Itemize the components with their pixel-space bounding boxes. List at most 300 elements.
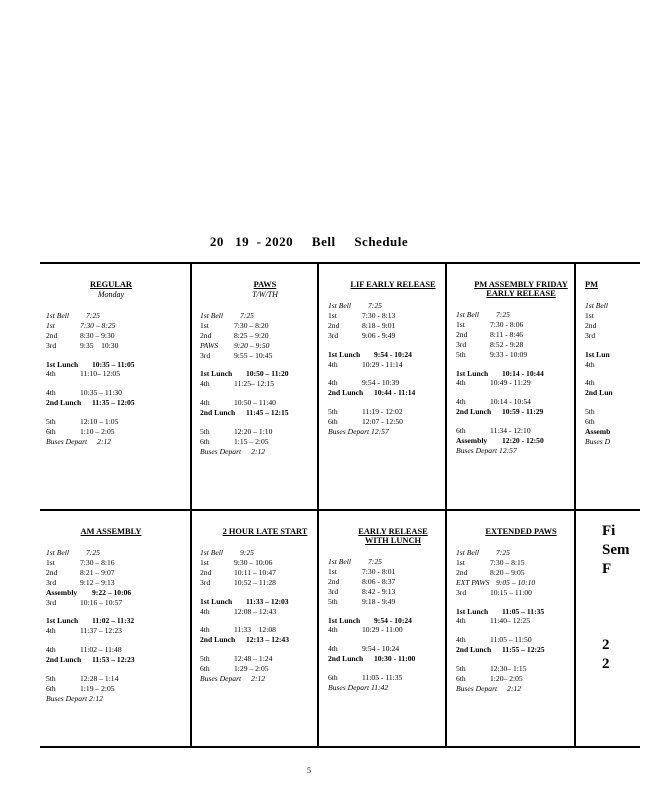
period-label: 1st Lunch bbox=[328, 349, 361, 359]
period-time bbox=[398, 683, 458, 693]
schedule-line bbox=[200, 437, 330, 447]
schedule-line bbox=[585, 407, 645, 417]
schedule-line bbox=[46, 645, 176, 655]
period-time: 7:25 bbox=[368, 301, 382, 310]
period-time: 10:52 – 11:28 bbox=[234, 577, 276, 587]
schedule-line bbox=[46, 331, 176, 341]
period-label: 2nd Lun bbox=[585, 388, 613, 398]
period-time: 9:54 - 10:24 bbox=[374, 349, 412, 359]
spacer bbox=[46, 379, 176, 388]
schedule-line bbox=[328, 407, 458, 417]
period-label: PAWS bbox=[200, 340, 219, 350]
period-time: 10:50 – 11:40 bbox=[234, 398, 276, 408]
period-time: 9:20 – 9:50 bbox=[234, 340, 270, 350]
period-label: 4th bbox=[585, 378, 595, 388]
period-label: 4th bbox=[328, 378, 338, 388]
period-time: 9:25 bbox=[240, 548, 254, 557]
period-time: 9:30 – 10:06 bbox=[234, 557, 273, 567]
schedule-line bbox=[200, 369, 330, 379]
schedule-line bbox=[328, 644, 458, 654]
schedule-line bbox=[328, 301, 458, 311]
schedule-line bbox=[328, 616, 458, 626]
period-time bbox=[631, 350, 645, 360]
period-label: 1st bbox=[585, 310, 594, 320]
period-label: 4th bbox=[200, 398, 210, 408]
schedule-line bbox=[200, 341, 330, 351]
schedule-line bbox=[328, 311, 458, 321]
period-label: 2nd Lunch bbox=[328, 654, 364, 664]
period-time: 11:05 - 11:35 bbox=[362, 673, 403, 683]
period-label: 1st Bell bbox=[46, 548, 69, 557]
schedule-heading: 2 HOUR LATE START bbox=[222, 527, 308, 536]
schedule-line bbox=[200, 548, 330, 558]
period-label: 1st Lunch bbox=[456, 368, 489, 378]
period-label: 4th bbox=[200, 625, 210, 635]
schedule-line bbox=[46, 616, 176, 626]
schedule-line bbox=[200, 351, 330, 361]
schedule-line bbox=[200, 408, 330, 418]
period-label: 1st Lun bbox=[585, 349, 610, 359]
period-time: 7:30 - 8:13 bbox=[362, 310, 396, 320]
period-time: 7:25 bbox=[368, 557, 382, 566]
period-time: 8:42 - 9:13 bbox=[362, 586, 396, 596]
schedule-line bbox=[46, 437, 176, 447]
schedule-line bbox=[46, 388, 176, 398]
spacer bbox=[46, 665, 176, 674]
period-time: 1:20– 2:05 bbox=[490, 674, 523, 684]
schedule-line bbox=[200, 568, 330, 578]
schedule-line bbox=[456, 607, 586, 617]
period-label: 1st Bell bbox=[200, 548, 223, 557]
spacer bbox=[328, 607, 458, 616]
period-label: 2nd bbox=[46, 330, 58, 340]
period-label: 2nd Lunch bbox=[46, 398, 82, 408]
period-time: 2:12 bbox=[507, 683, 522, 693]
period-time: 11:35 – 12:05 bbox=[92, 398, 135, 408]
schedule-line bbox=[456, 616, 586, 626]
schedule-line bbox=[328, 597, 458, 607]
schedule-line bbox=[46, 427, 176, 437]
schedule-line bbox=[328, 654, 458, 664]
schedule-line bbox=[200, 635, 330, 645]
schedule-line bbox=[585, 321, 645, 331]
bell-schedule-grid bbox=[40, 262, 640, 748]
schedule-line bbox=[328, 625, 458, 635]
period-time: 10:16 – 10:57 bbox=[80, 597, 123, 607]
period-label: 5th bbox=[200, 654, 210, 664]
period-label: 6th bbox=[200, 664, 210, 674]
period-time: 8:06 - 8:37 bbox=[362, 576, 396, 586]
schedule-line bbox=[585, 417, 645, 427]
period-time: 11:05 – 11:35 bbox=[502, 606, 545, 616]
schedule-line bbox=[46, 598, 176, 608]
period-label: 2nd bbox=[200, 330, 212, 340]
period-label: 5th bbox=[328, 596, 338, 606]
schedule-line bbox=[328, 417, 458, 427]
period-time: 10:50 – 11:20 bbox=[246, 369, 289, 379]
period-label: Assemb bbox=[585, 427, 611, 437]
spacer bbox=[585, 341, 645, 350]
period-label: Assembly bbox=[456, 436, 488, 446]
schedule-cell bbox=[200, 527, 330, 772]
period-label: 6th bbox=[585, 417, 595, 427]
schedule-cell bbox=[585, 280, 645, 525]
period-label: Buses Depart bbox=[200, 674, 242, 684]
period-time bbox=[631, 388, 645, 398]
period-time: 7:30 – 8:20 bbox=[234, 320, 269, 330]
period-time bbox=[619, 321, 645, 331]
period-label: Buses Depart 12:57 bbox=[456, 445, 517, 455]
period-label: Assembly bbox=[46, 587, 78, 597]
period-label: 5th bbox=[46, 417, 56, 427]
period-label: 6th bbox=[46, 683, 56, 693]
period-time: 11:34 - 12:10 bbox=[490, 426, 531, 436]
period-label: 4th bbox=[200, 379, 210, 389]
schedule-line bbox=[46, 578, 176, 588]
period-label: 1st Bell bbox=[456, 548, 479, 557]
period-time: 11:25– 12:15 bbox=[234, 379, 275, 389]
period-time: 11:05 – 11:50 bbox=[490, 635, 532, 645]
schedule-line bbox=[200, 578, 330, 588]
period-label: 1st Lunch bbox=[328, 615, 361, 625]
period-time: 10:30 - 11:00 bbox=[374, 654, 416, 664]
period-label: Buses Depart bbox=[456, 683, 498, 693]
spacer bbox=[585, 369, 645, 378]
schedule-line bbox=[46, 548, 176, 558]
period-time: 12:20 - 12:50 bbox=[502, 436, 544, 446]
schedule-line bbox=[585, 311, 645, 321]
period-label: 4th bbox=[200, 606, 210, 616]
period-label: 1st Lunch bbox=[456, 606, 489, 616]
period-time: 7:30 - 8:01 bbox=[362, 566, 396, 576]
period-label: 6th bbox=[200, 436, 210, 446]
period-label: 2nd bbox=[456, 567, 468, 577]
schedule-line bbox=[46, 568, 176, 578]
period-time: 2:12 bbox=[97, 436, 112, 446]
period-time: 7:25 bbox=[86, 310, 100, 320]
period-label: 1st Bell bbox=[328, 301, 351, 310]
spacer bbox=[46, 351, 176, 360]
schedule-line bbox=[456, 446, 586, 456]
period-time: 7:25 bbox=[496, 548, 510, 557]
period-label: 3rd bbox=[46, 597, 57, 607]
schedule-line bbox=[46, 558, 176, 568]
period-label: 2nd Lunch bbox=[456, 407, 492, 417]
schedule-subheading: T/W/TH bbox=[252, 290, 278, 299]
schedule-cell bbox=[328, 527, 458, 772]
schedule-heading: LIF EARLY RELEASE bbox=[350, 280, 436, 289]
period-time: 11:02 – 11:48 bbox=[80, 645, 122, 655]
period-time: 12:10 – 1:05 bbox=[80, 417, 119, 427]
period-label: 1st bbox=[200, 320, 209, 330]
period-time: 10:29 - 11:00 bbox=[362, 625, 403, 635]
period-time: 8:11 - 8:46 bbox=[490, 329, 524, 339]
period-label: 2nd Lunch bbox=[328, 388, 364, 398]
spacer bbox=[328, 635, 458, 644]
period-time: 8:30 – 9:30 bbox=[80, 330, 115, 340]
period-label: Buses D bbox=[585, 436, 611, 446]
period-label: 5th bbox=[46, 674, 56, 684]
period-label: 1st Lunch bbox=[46, 359, 79, 369]
period-time: 11:33 – 12:03 bbox=[246, 596, 289, 606]
schedule-line bbox=[46, 321, 176, 331]
period-label: 4th bbox=[456, 635, 466, 645]
spacer bbox=[328, 341, 458, 350]
period-time: 10:35 – 11:30 bbox=[80, 388, 122, 398]
schedule-line bbox=[456, 578, 586, 588]
schedule-line bbox=[46, 341, 176, 351]
schedule-heading: EARLY RELEASE WITH LUNCH bbox=[358, 527, 428, 545]
schedule-line bbox=[585, 350, 645, 360]
schedule-line bbox=[456, 674, 586, 684]
period-time bbox=[619, 407, 645, 417]
schedule-cell bbox=[200, 280, 330, 525]
period-time: 12:13 – 12:43 bbox=[246, 635, 290, 645]
schedule-line bbox=[456, 426, 586, 436]
spacer bbox=[200, 645, 330, 654]
spacer bbox=[200, 418, 330, 427]
period-label: 6th bbox=[456, 674, 466, 684]
spacer bbox=[456, 360, 586, 369]
period-time: 7:30 – 8:16 bbox=[80, 557, 115, 567]
period-label: 3rd bbox=[328, 330, 339, 340]
schedule-line bbox=[200, 625, 330, 635]
period-label: 4th bbox=[456, 397, 466, 407]
spacer bbox=[200, 588, 330, 597]
spacer bbox=[328, 664, 458, 673]
spacer bbox=[456, 388, 586, 397]
schedule-line bbox=[328, 673, 458, 683]
period-time: 7:30 – 8:25 bbox=[80, 320, 116, 330]
period-time bbox=[625, 301, 645, 311]
period-time: 9:18 - 9:49 bbox=[362, 596, 396, 606]
period-label: 2nd Lunch bbox=[200, 408, 236, 418]
schedule-cell bbox=[456, 280, 586, 525]
period-time: 10:35 – 11:05 bbox=[92, 359, 135, 369]
period-time: 10:49 - 11:29 bbox=[490, 378, 531, 388]
period-time: 10:14 - 10:44 bbox=[502, 368, 544, 378]
period-label: 1st bbox=[456, 557, 465, 567]
period-time: 8:21 – 9:07 bbox=[80, 567, 115, 577]
period-time bbox=[399, 427, 458, 437]
schedule-line bbox=[46, 626, 176, 636]
spacer bbox=[328, 369, 458, 378]
schedule-line bbox=[200, 597, 330, 607]
schedule-line bbox=[456, 664, 586, 674]
schedule-line bbox=[46, 588, 176, 598]
spacer bbox=[200, 360, 330, 369]
schedule-line bbox=[200, 379, 330, 389]
period-time: 10:14 - 10:54 bbox=[490, 397, 531, 407]
spacer bbox=[46, 636, 176, 645]
period-time: 7:25 bbox=[496, 310, 510, 319]
schedule-line bbox=[456, 310, 586, 320]
period-time: 12:30– 1:15 bbox=[490, 664, 527, 674]
period-label: 3rd bbox=[456, 339, 467, 349]
period-time: 8:25 – 9:20 bbox=[234, 330, 269, 340]
period-time: 1:29 – 2:05 bbox=[234, 664, 269, 674]
period-time: 10:11 – 10:47 bbox=[234, 567, 276, 577]
schedule-line bbox=[456, 330, 586, 340]
period-time: 10:15 – 11:00 bbox=[490, 587, 532, 597]
schedule-line bbox=[200, 654, 330, 664]
period-label: 1st bbox=[328, 310, 337, 320]
period-time: 10:59 - 11:29 bbox=[502, 407, 544, 417]
schedule-line bbox=[328, 557, 458, 567]
schedule-line bbox=[46, 398, 176, 408]
period-time: 11:10– 12:05 bbox=[80, 369, 121, 379]
period-time bbox=[619, 331, 645, 341]
period-label: 3rd bbox=[456, 587, 467, 597]
period-time: 8:18 - 9:01 bbox=[362, 320, 396, 330]
period-time: 10:29 - 11:14 bbox=[362, 359, 403, 369]
schedule-heading: REGULAR bbox=[90, 280, 132, 289]
period-label: 1st Bell bbox=[46, 310, 69, 320]
schedule-cell bbox=[328, 280, 458, 525]
period-label: 1st bbox=[46, 557, 55, 567]
column-divider bbox=[190, 264, 192, 746]
period-time: 9:12 – 9:13 bbox=[80, 577, 115, 587]
schedule-heading: PAWS bbox=[253, 280, 277, 289]
schedule-line bbox=[328, 567, 458, 577]
period-label: 5th bbox=[456, 664, 466, 674]
period-label: 5th bbox=[200, 427, 210, 437]
schedule-line bbox=[456, 378, 586, 388]
period-time: 10:44 - 11:14 bbox=[374, 388, 416, 398]
period-label: 4th bbox=[328, 644, 338, 654]
period-time bbox=[619, 311, 645, 321]
schedule-line bbox=[328, 683, 458, 693]
period-label: 2nd Lunch bbox=[456, 645, 492, 655]
period-label: 5th bbox=[585, 407, 595, 417]
period-label: EXT PAWS bbox=[456, 577, 490, 587]
period-time: 9:06 - 9:49 bbox=[362, 330, 396, 340]
period-label: 4th bbox=[46, 388, 56, 398]
period-label: 2nd bbox=[456, 329, 468, 339]
schedule-line bbox=[585, 388, 645, 398]
period-label: 1st Lunch bbox=[46, 616, 79, 626]
period-time: 12:07 - 12:50 bbox=[362, 417, 403, 427]
period-time: 9:54 - 10:39 bbox=[362, 378, 400, 388]
period-time: 11:53 – 12:23 bbox=[92, 655, 135, 665]
schedule-line bbox=[200, 664, 330, 674]
schedule-cell bbox=[46, 280, 176, 525]
schedule-heading: PM bbox=[585, 280, 599, 289]
period-time: 11:40– 12:25 bbox=[490, 616, 531, 626]
schedule-line bbox=[200, 331, 330, 341]
period-label: 1st Bell bbox=[328, 557, 351, 566]
schedule-line bbox=[456, 340, 586, 350]
schedule-line bbox=[456, 645, 586, 655]
period-time: 12:48 – 1:24 bbox=[234, 654, 273, 664]
period-label: 6th bbox=[328, 673, 338, 683]
period-label: Buses Depart bbox=[200, 446, 242, 456]
schedule-line bbox=[456, 548, 586, 558]
period-time: 9:54 - 10:24 bbox=[374, 615, 412, 625]
period-time: 9:35 10:30 bbox=[80, 340, 119, 350]
document-title: 20 19 - 2020 Bell Schedule bbox=[209, 234, 409, 249]
schedule-line bbox=[46, 369, 176, 379]
schedule-line bbox=[328, 321, 458, 331]
schedule-line bbox=[456, 684, 586, 694]
schedule-line bbox=[200, 674, 330, 684]
period-time bbox=[631, 427, 645, 437]
schedule-line bbox=[328, 427, 458, 437]
spacer bbox=[200, 389, 330, 398]
period-label: 6th bbox=[456, 426, 466, 436]
schedule-line bbox=[200, 398, 330, 408]
period-label: Buses Depart 12:57 bbox=[328, 427, 389, 437]
schedule-heading: EXTENDED PAWS bbox=[485, 527, 557, 536]
period-label: 2nd bbox=[328, 576, 340, 586]
schedule-line bbox=[328, 331, 458, 341]
period-time: 9:33 - 10:09 bbox=[490, 349, 528, 359]
period-time: 11:33 12:08 bbox=[234, 625, 276, 635]
schedule-line bbox=[46, 417, 176, 427]
spacer bbox=[328, 398, 458, 407]
period-time bbox=[619, 360, 645, 370]
schedule-line bbox=[46, 360, 176, 370]
schedule-line bbox=[585, 331, 645, 341]
period-time bbox=[527, 446, 586, 456]
period-time bbox=[619, 378, 645, 388]
period-label: 2nd bbox=[585, 320, 597, 330]
period-label: 4th bbox=[585, 359, 595, 369]
page-number: 5 bbox=[307, 766, 311, 775]
spacer bbox=[456, 417, 586, 426]
schedule-line bbox=[328, 388, 458, 398]
spacer bbox=[46, 408, 176, 417]
period-label: 1st Bell bbox=[456, 310, 479, 319]
period-time: 2:12 bbox=[251, 446, 266, 456]
period-label: 5th bbox=[456, 349, 466, 359]
period-time: 12:28 – 1:14 bbox=[80, 674, 119, 684]
period-label: 4th bbox=[46, 626, 56, 636]
period-time bbox=[113, 694, 176, 704]
schedule-line bbox=[456, 407, 586, 417]
schedule-line bbox=[46, 311, 176, 321]
schedule-line bbox=[456, 369, 586, 379]
period-label: 1st bbox=[200, 557, 209, 567]
period-time: 12:08 – 12:43 bbox=[234, 606, 277, 616]
period-label: 3rd bbox=[200, 350, 211, 360]
schedule-line bbox=[200, 558, 330, 568]
schedule-line bbox=[585, 378, 645, 388]
period-label: 2nd bbox=[46, 567, 58, 577]
period-time: 11:37 – 12:23 bbox=[80, 626, 122, 636]
period-time bbox=[620, 437, 645, 447]
spacer bbox=[456, 626, 586, 635]
period-time: 8:52 - 9:28 bbox=[490, 339, 524, 349]
schedule-line bbox=[585, 427, 645, 437]
period-time: 7:25 bbox=[240, 310, 254, 320]
period-label: 2nd Lunch bbox=[200, 635, 236, 645]
schedule-line bbox=[200, 321, 330, 331]
period-time: 11:02 – 11:32 bbox=[92, 616, 135, 626]
spacer bbox=[46, 607, 176, 616]
period-label: 2nd bbox=[328, 320, 340, 330]
period-label: 1st Lunch bbox=[200, 596, 233, 606]
period-label: 2nd bbox=[200, 567, 212, 577]
schedule-heading: PM ASSEMBLY FRIDAY EARLY RELEASE bbox=[474, 280, 568, 298]
period-time: 11:19 - 12:02 bbox=[362, 407, 403, 417]
schedule-line bbox=[328, 378, 458, 388]
schedule-line bbox=[456, 397, 586, 407]
period-time: 8:20 – 9:05 bbox=[490, 567, 525, 577]
period-time: 9:54 - 10:24 bbox=[362, 644, 400, 654]
schedule-line bbox=[46, 694, 176, 704]
schedule-line bbox=[328, 587, 458, 597]
